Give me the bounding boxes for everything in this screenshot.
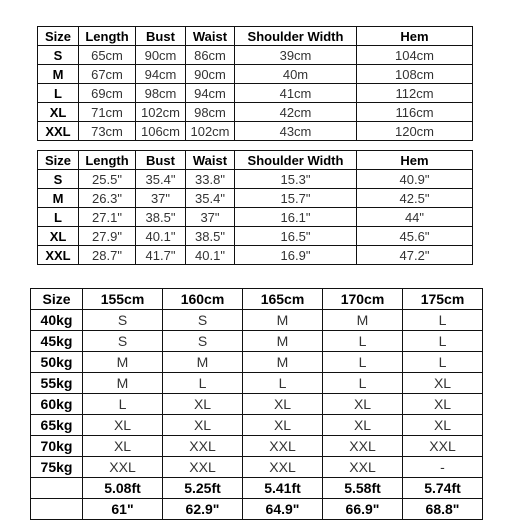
height-inches-cell: 61" — [83, 499, 163, 520]
length-cell: 26.3" — [79, 189, 136, 208]
length-cell: 65cm — [79, 46, 136, 65]
size-cell: XL — [83, 436, 163, 457]
header-height: 170cm — [323, 289, 403, 310]
height-weight-size-chart — [30, 288, 483, 520]
feet-row — [31, 478, 483, 499]
size-cell: XL — [323, 394, 403, 415]
size-cell: S — [163, 331, 243, 352]
hem-cell: 45.6" — [357, 227, 473, 246]
size-cell: XXL — [163, 436, 243, 457]
waist-cell: 102cm — [186, 122, 235, 141]
table-row — [31, 352, 483, 373]
weight-label: 55kg — [31, 373, 83, 394]
size-cell: - — [403, 457, 483, 478]
size-cell: M — [243, 352, 323, 373]
bust-cell: 94cm — [136, 65, 186, 84]
bust-cell: 35.4" — [136, 170, 186, 189]
bust-cell: 41.7" — [136, 246, 186, 265]
shoulder-cell: 15.3" — [235, 170, 357, 189]
length-cell: 73cm — [79, 122, 136, 141]
shoulder-cell: 39cm — [235, 46, 357, 65]
height-inches-cell: 68.8" — [403, 499, 483, 520]
size-cell: L — [403, 310, 483, 331]
bust-cell: 102cm — [136, 103, 186, 122]
size-cell: L — [163, 373, 243, 394]
waist-cell: 94cm — [186, 84, 235, 103]
height-inches-cell: 66.9" — [323, 499, 403, 520]
table-row — [38, 246, 473, 265]
size-cell: L — [323, 352, 403, 373]
weight-label: 40kg — [31, 310, 83, 331]
header-bust: Bust — [136, 151, 186, 170]
size-label: XXL — [38, 246, 79, 265]
size-cell: XL — [403, 415, 483, 436]
size-label: M — [38, 65, 79, 84]
weight-label: 70kg — [31, 436, 83, 457]
table-row — [38, 103, 473, 122]
header-hem: Hem — [357, 151, 473, 170]
size-cell: S — [83, 331, 163, 352]
size-cell: XL — [403, 394, 483, 415]
table-row — [31, 310, 483, 331]
header-shoulder-width: Shoulder Width — [235, 151, 357, 170]
size-cell: XL — [243, 394, 323, 415]
header-length: Length — [79, 27, 136, 46]
header-height: 165cm — [243, 289, 323, 310]
size-cell: XXL — [83, 457, 163, 478]
size-label: XL — [38, 103, 79, 122]
waist-cell: 38.5" — [186, 227, 235, 246]
height-feet-cell: 5.08ft — [83, 478, 163, 499]
table-row — [38, 189, 473, 208]
weight-label: 60kg — [31, 394, 83, 415]
inch-size-table — [37, 150, 473, 265]
header-height: 175cm — [403, 289, 483, 310]
size-cell: M — [83, 352, 163, 373]
size-cell: XXL — [243, 457, 323, 478]
hem-cell: 40.9" — [357, 170, 473, 189]
size-cell: XL — [403, 373, 483, 394]
waist-cell: 40.1" — [186, 246, 235, 265]
waist-cell: 98cm — [186, 103, 235, 122]
height-feet-cell: 5.25ft — [163, 478, 243, 499]
header-bust: Bust — [136, 27, 186, 46]
hem-cell: 112cm — [357, 84, 473, 103]
waist-cell: 90cm — [186, 65, 235, 84]
table-row — [38, 46, 473, 65]
size-cell: L — [403, 352, 483, 373]
header-shoulder-width: Shoulder Width — [235, 27, 357, 46]
waist-cell: 35.4" — [186, 189, 235, 208]
length-cell: 71cm — [79, 103, 136, 122]
header-waist: Waist — [186, 151, 235, 170]
hem-cell: 47.2" — [357, 246, 473, 265]
table-row — [31, 331, 483, 352]
shoulder-cell: 42cm — [235, 103, 357, 122]
size-label: L — [38, 84, 79, 103]
size-cell: XL — [323, 415, 403, 436]
size-cell: XXL — [163, 457, 243, 478]
size-cell: M — [163, 352, 243, 373]
shoulder-cell: 16.5" — [235, 227, 357, 246]
shoulder-cell: 41cm — [235, 84, 357, 103]
size-cell: M — [83, 373, 163, 394]
header-height: 155cm — [83, 289, 163, 310]
table-row — [31, 415, 483, 436]
size-cell: L — [323, 373, 403, 394]
bust-cell: 38.5" — [136, 208, 186, 227]
table-row — [38, 122, 473, 141]
size-cell: L — [243, 373, 323, 394]
size-cell: XXL — [323, 457, 403, 478]
size-cell: M — [243, 310, 323, 331]
size-cell: XXL — [323, 436, 403, 457]
table-row — [38, 84, 473, 103]
hem-cell: 108cm — [357, 65, 473, 84]
size-label: S — [38, 46, 79, 65]
size-cell: XL — [83, 415, 163, 436]
size-cell: XL — [243, 415, 323, 436]
header-size: Size — [31, 289, 83, 310]
size-label: XL — [38, 227, 79, 246]
blank-cell — [31, 478, 83, 499]
height-feet-cell: 5.74ft — [403, 478, 483, 499]
header-size: Size — [38, 151, 79, 170]
inch-header-row — [38, 151, 473, 170]
shoulder-cell: 16.9" — [235, 246, 357, 265]
height-feet-cell: 5.58ft — [323, 478, 403, 499]
header-waist: Waist — [186, 27, 235, 46]
size-cell: XXL — [403, 436, 483, 457]
table-row — [31, 373, 483, 394]
size-cell: XXL — [243, 436, 323, 457]
size-label: L — [38, 208, 79, 227]
waist-cell: 37" — [186, 208, 235, 227]
length-cell: 69cm — [79, 84, 136, 103]
hem-cell: 116cm — [357, 103, 473, 122]
height-inches-cell: 64.9" — [243, 499, 323, 520]
size-cell: L — [403, 331, 483, 352]
size-cell: L — [83, 394, 163, 415]
header-height: 160cm — [163, 289, 243, 310]
size-cell: XL — [163, 415, 243, 436]
table-row — [31, 394, 483, 415]
length-cell: 27.1" — [79, 208, 136, 227]
size-cell: XL — [163, 394, 243, 415]
inches-row — [31, 499, 483, 520]
size-label: M — [38, 189, 79, 208]
header-hem: Hem — [357, 27, 473, 46]
length-cell: 25.5" — [79, 170, 136, 189]
hem-cell: 120cm — [357, 122, 473, 141]
header-size: Size — [38, 27, 79, 46]
size-label: XXL — [38, 122, 79, 141]
size-cell: S — [163, 310, 243, 331]
shoulder-cell: 15.7" — [235, 189, 357, 208]
cm-size-table — [37, 26, 473, 141]
shoulder-cell: 40m — [235, 65, 357, 84]
table-row — [31, 457, 483, 478]
height-inches-cell: 62.9" — [163, 499, 243, 520]
size-label: S — [38, 170, 79, 189]
size-cell: M — [243, 331, 323, 352]
hem-cell: 44" — [357, 208, 473, 227]
length-cell: 28.7" — [79, 246, 136, 265]
weight-label: 65kg — [31, 415, 83, 436]
weight-label: 50kg — [31, 352, 83, 373]
bust-cell: 40.1" — [136, 227, 186, 246]
table-row — [38, 208, 473, 227]
height-header-row — [31, 289, 483, 310]
size-cell: S — [83, 310, 163, 331]
bust-cell: 98cm — [136, 84, 186, 103]
table-row — [31, 436, 483, 457]
table-row — [38, 170, 473, 189]
waist-cell: 86cm — [186, 46, 235, 65]
size-cell: M — [323, 310, 403, 331]
hem-cell: 42.5" — [357, 189, 473, 208]
cm-header-row — [38, 27, 473, 46]
height-feet-cell: 5.41ft — [243, 478, 323, 499]
bust-cell: 90cm — [136, 46, 186, 65]
bust-cell: 106cm — [136, 122, 186, 141]
weight-label: 45kg — [31, 331, 83, 352]
size-cell: L — [323, 331, 403, 352]
shoulder-cell: 43cm — [235, 122, 357, 141]
weight-label: 75kg — [31, 457, 83, 478]
table-row — [38, 227, 473, 246]
table-row — [38, 65, 473, 84]
shoulder-cell: 16.1" — [235, 208, 357, 227]
hem-cell: 104cm — [357, 46, 473, 65]
blank-cell — [31, 499, 83, 520]
bust-cell: 37" — [136, 189, 186, 208]
waist-cell: 33.8" — [186, 170, 235, 189]
length-cell: 67cm — [79, 65, 136, 84]
length-cell: 27.9" — [79, 227, 136, 246]
header-length: Length — [79, 151, 136, 170]
